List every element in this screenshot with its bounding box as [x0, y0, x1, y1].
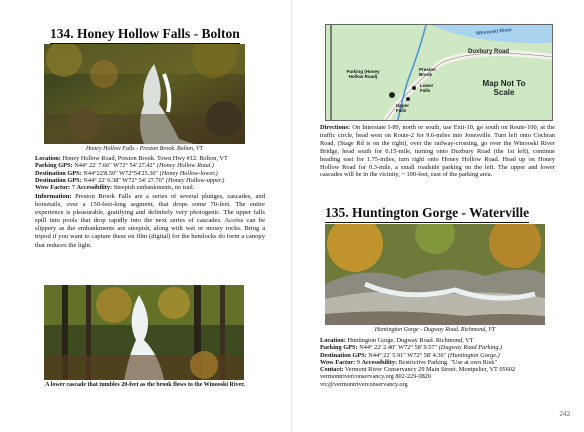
upper-falls-marker	[406, 97, 410, 101]
directions-text: On Interstate I-89, north or south, use Exit-10, go south on Route-100, at the traffic circle, head west on Route-2 for 9.6-miles into Jonesville. Turn left onto Cochran Road, (Stage Rd is on the right), over the railway-crossing, go over the Winooski River Bridge, head south for 0.15-mile, turning onto Duxbury Road (the 1st left), continue heading east for 1.75-miles, turn right onto Honey Hollow Road. Head up on Honey Hollow Road for 0.3-mile, a small roadside parking on the left. The upper and lower cascades will be in the vicinity, ~ 100-feet, east of the parking area.	[320, 124, 555, 179]
destination-gps-label: Destination GPS:	[35, 169, 82, 177]
page-number: 242	[559, 410, 570, 418]
location-label: Location:	[35, 155, 61, 162]
accessibility-value: Restrictive Parking. "Use at own Risk"	[398, 358, 497, 366]
parking-gps-label: Parking GPS:	[35, 162, 73, 170]
wow-factor-label: Wow Factor:	[35, 184, 71, 192]
wow-factor-value: 7	[71, 184, 75, 192]
contact-email: vrc@vermontriverconservancy.org	[320, 380, 408, 388]
destination-gps-value: N44° 22' 5.91" W72° 58' 4.36"	[368, 351, 447, 359]
right-page	[292, 0, 584, 432]
lower-falls-marker	[412, 86, 416, 90]
parking-gps-note: (Honey Hollow Road.)	[156, 162, 215, 170]
destination-gps-value-2: N44° 22' 6.38" W72° 54' 27.70"	[83, 176, 165, 184]
parking-gps-value: N44° 22' 2.40" W72° 58' 9.57"	[359, 344, 438, 352]
map-scale-note: Map Not To Scale	[482, 79, 526, 97]
wow-factor-value: 9	[356, 358, 360, 366]
road-label: Duxbury Road	[467, 49, 509, 55]
gorge-caption: Huntington Gorge - Dugway Road. Richmond, VT	[374, 327, 496, 333]
gorge-photo	[325, 224, 545, 325]
location-value: Huntington Gorge. Dugway Road. Richmond, VT	[347, 337, 474, 344]
parking-label: Parking (Honey Hollow Road)	[346, 69, 380, 79]
destination-gps-note: (Honey Hollow-lower.)	[159, 169, 218, 177]
accessibility-label: Accessibility:	[76, 184, 113, 192]
photo-caption: Honey Hollow Falls - Preston Brook. Bolton, VT	[85, 146, 204, 152]
destination-gps-label: Destination GPS:	[320, 351, 367, 359]
location-info	[35, 155, 263, 191]
information-paragraph	[35, 193, 265, 250]
parking-gps-note: (Dugway Road Parking.)	[438, 344, 503, 352]
contact-value: Vermont River Conservancy 29 Main Street. Montpelier, VT 05602 vermontriverconservancy.org 802-229-0820	[320, 366, 516, 381]
parking-gps-label: Parking GPS:	[320, 344, 358, 352]
destination-gps-label-2: Destination GPS:	[35, 176, 82, 184]
section-title: 135. Huntington Gorge - Waterville	[325, 205, 529, 223]
cascade-photo-image	[44, 285, 244, 380]
waterfall-photo-image	[44, 44, 245, 144]
information-text: Preston Brook Falls are a series of several plunges, cascades, and horsetails, over a 150-feet-long segment, that drops some 70-feet. The entire experience is pleasurable, gratifying and definitely very photogenic. The upper falls spill into pools that drop rapidly into the next series of cascades. Access can be slippery as the embankments are steepish, along with wet or mossy rocks. Bring a tripod if you want to capture these on film (digital) for the hemlocks do form a canopy that reduces the light.	[35, 193, 265, 249]
lower-falls-label: Lower Falls	[420, 83, 434, 93]
location-map	[325, 24, 553, 121]
accessibility-value: Steepish embankments, no trail.	[113, 184, 195, 192]
directions-label: Directions:	[320, 124, 351, 131]
river-label: Winooski River	[475, 27, 513, 37]
cascade-photo	[44, 285, 244, 380]
contact-label: Contact:	[320, 366, 344, 374]
destination-gps-note-2: (Honey Hollow-upper.)	[165, 176, 225, 184]
directions-paragraph	[320, 124, 555, 179]
wow-factor-label: Wow Factor:	[320, 358, 356, 366]
upper-falls-label: Upper Falls	[396, 103, 410, 113]
information-label: Information:	[35, 193, 72, 200]
destination-gps-value: N44°22'8.50" W72°54'25.30"	[83, 169, 159, 177]
brook-label: Preston Brook	[419, 67, 436, 77]
location-value: Honey Hollow Road, Preston Brook. Town Hwy #12. Bolton, VT	[62, 155, 228, 162]
parking-marker	[389, 92, 395, 98]
cascade-caption: A lower cascade that tumbles 20-feet as the brook flows to the Winooski River.	[45, 382, 245, 388]
destination-gps-note: (Huntington Gorge.)	[447, 351, 500, 359]
parking-gps-value: N44° 22' 7.66" W72° 54' 27.42"	[74, 162, 156, 170]
gorge-location-info	[320, 337, 565, 388]
location-label: Location:	[320, 337, 346, 344]
gorge-photo-image	[325, 224, 545, 325]
page-title: 134. Honey Hollow Falls - Bolton	[50, 26, 240, 44]
accessibility-label: Accessibility:	[361, 358, 398, 366]
waterfall-photo	[44, 44, 245, 144]
